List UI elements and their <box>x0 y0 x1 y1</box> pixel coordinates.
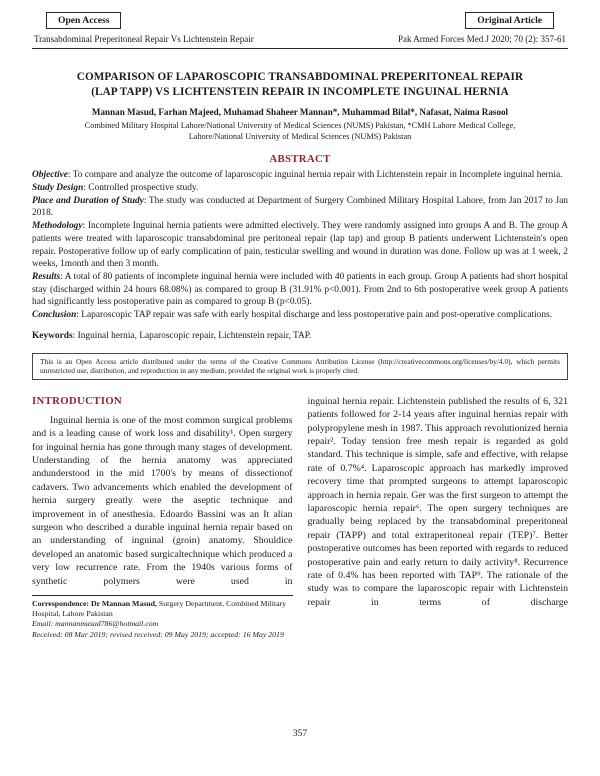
abstract-section-results <box>32 271 568 309</box>
keywords-line <box>32 330 568 343</box>
abstract-label-objective: Objective <box>32 170 68 181</box>
abstract-label-place-duration: Place and Duration of Study <box>32 195 144 206</box>
introduction-right-text: inguinal hernia repair. Lichtenstein published the results of 6, 321 patients followed for 2-14 years after inguinal hernias repair with polypropylene mesh in 1987. This approach revolutionized hernia repair². Today tension free mesh repair is regarded as gold standard. This technique is simple, safe and effective, with relapse rate of 0.7%⁴. Laparoscopic approach has markedly improved recovery time that prompted surgeons to attempt laparoscopic approach in hernia repair. Ger was the first surgeon to attempt the laparoscopic hernia repair⁶. The open surgery techniques are gradually being replaced by the transabdominal preperitoneal repair (TAPP) and total extraperitoneal repair (TEP)⁷. Better postoperative outcomes has been reported with regards to reduced postoperative pain and early return to daily activity⁸. Recurrence rate of 0.4% has been reported with TAP⁹. The rationale of the study was to compare the laparoscopic repair with Lichtenstein repair in terms of discharge <box>307 395 568 608</box>
article-columns <box>32 395 568 640</box>
right-column <box>308 395 569 640</box>
abstract-section-conclusion <box>32 309 568 322</box>
introduction-left-text: Inguinal hernia is one of the most common surgical problems and is a leading cause of work loss and disability¹. Open surgery for inguinal hernia has gone through many stages of development. Understanding of the hernia anatomy was appreciated andunderstood in the mid 1700's by means of dissectionof cadavers. Two advancements which enabled the development of hernia surgery greatly were the aseptic technique and improvement in of anesthesia. Edoardo Bassini was an It alian surgeon who described a durable inguinal hernia repair based on an understanding of inguinal (groin) anatomy. Shouldice developed an anatomic based surgicaltechnique which produced a very low recurrence rate. From the 1940s various forms of synthetic polymers were used in <box>32 414 293 587</box>
correspondence-name: Dr Mannan Masud, <box>90 598 157 608</box>
keywords-text: : Inguinal hernia, Laparoscopic repair, Lichtenstein repair, TAP. <box>72 330 312 341</box>
correspondence-email: Email: mannanmasud786@hotmail.com <box>32 619 159 629</box>
journal-citation: Pak Armed Forces Med J 2020; 70 (2): 357-61 <box>398 34 566 44</box>
abstract-heading: ABSTRACT <box>269 153 331 166</box>
abstract-section-methodology <box>32 220 568 271</box>
abstract-label-results: Results <box>32 272 61 282</box>
abstract-section-place-duration <box>32 195 568 220</box>
article-title-line2: (LAP TAPP) VS LICHTENSTEIN REPAIR IN INCOMPLETE INGUINAL HERNIA <box>91 85 509 98</box>
abstract-text-methodology: : Incomplete Inguinal hernia patients were admitted electively. They were randomly assigned into groups A and B. The group A patients were treated with laparoscopic transabdominal pre peritoneal repair (lap tap) and group B patients underwent Lichtenstein's open repair. Postoperative follow up of early complication of pain, testicular swelling and wound in duration was done. Follow up was at 1 week, 2 weeks, 1month and then 3 month. <box>32 221 568 270</box>
running-title: Transabdominal Preperitoneal Repair Vs Lichtenstein Repair <box>34 34 254 44</box>
correspondence-contact <box>32 599 293 619</box>
authors-line: Mannan Masud, Farhan Majeed, Muhamad Shaheer Mannan*, Muhammad Bilal*, Nafasat, Naima Rasool <box>91 107 509 118</box>
running-head <box>32 34 568 44</box>
correspondence-dates: Received: 08 Mar 2019; revised received: 09 May 2019; accepted: 16 May 2019 <box>32 629 284 639</box>
abstract-text-results: : A total of 80 patients of incomplete inguinal hernia were included with 40 patients in each group. Group A patients had short hospital stay (discharged within 24 hours 68.08%) as compared to group B (31.91% p<0.001). From 2nd to 6th postoperative week group A patients had significantly less postoperative pain as compared to group B (p<0.05). <box>32 272 568 308</box>
affiliation-line1: Combined Military Hospital Lahore/National University of Medical Sciences (NUMS) Pakistan, *CMH Lahore Medical College, <box>84 121 516 131</box>
article-title <box>32 70 568 99</box>
article-title-line1: COMPARISON OF LAPAROSCOPIC TRANSABDOMINAL PREPERITONEAL REPAIR <box>76 71 524 83</box>
abstract-body <box>32 169 568 342</box>
left-column <box>32 395 293 640</box>
affiliations <box>32 121 568 142</box>
abstract-label-study-design: Study Design <box>32 183 84 194</box>
original-article-badge: Original Article <box>465 12 554 29</box>
correspondence-label: Correspondence: <box>32 598 91 608</box>
abstract-text-conclusion: : Laparoscopic TAP repair was safe with early hospital discharge and less postoperative pain and post-operative complications. <box>76 310 553 321</box>
header-divider <box>32 48 568 49</box>
correspondence-block <box>32 595 293 640</box>
open-access-badge: Open Access <box>46 12 121 29</box>
abstract-section-study-design <box>32 182 568 195</box>
abstract-label-methodology: Methodology <box>32 221 83 232</box>
keywords-label: Keywords <box>32 330 73 341</box>
page-header <box>32 12 568 29</box>
correspondence-address: Surgery Department, Combined Military Hospital, Lahore Pakistan <box>32 598 287 619</box>
abstract-section-objective <box>32 169 568 182</box>
abstract-text-objective: : To compare and analyze the outcome of laparoscopic inguinal hernia repair with Lichtenstein repair in Incomplete inguinal hernia. <box>67 170 563 181</box>
abstract-text-study-design: : Controlled prospective study. <box>83 183 199 194</box>
abstract-text-place-duration: : The study was conducted at Department of Surgery Combined Military Hospital Lahore, from Jan 2017 to Jan 2018. <box>32 195 568 219</box>
abstract-label-conclusion: Conclusion <box>32 310 77 321</box>
introduction-heading: INTRODUCTION <box>32 394 122 407</box>
license-box: This is an Open Access article distributed under the terms of the Creative Commons Attribution License (http://creativecommons.org/licenses/by/4.0), which permits unrestricted use, distribution, and reproduction in any medium, provided the original work is properly cited. <box>32 353 568 380</box>
affiliation-line2: Lahore/National University of Medical Sciences (NUMS) Pakistan <box>188 131 412 141</box>
page-number: 357 <box>292 729 308 739</box>
